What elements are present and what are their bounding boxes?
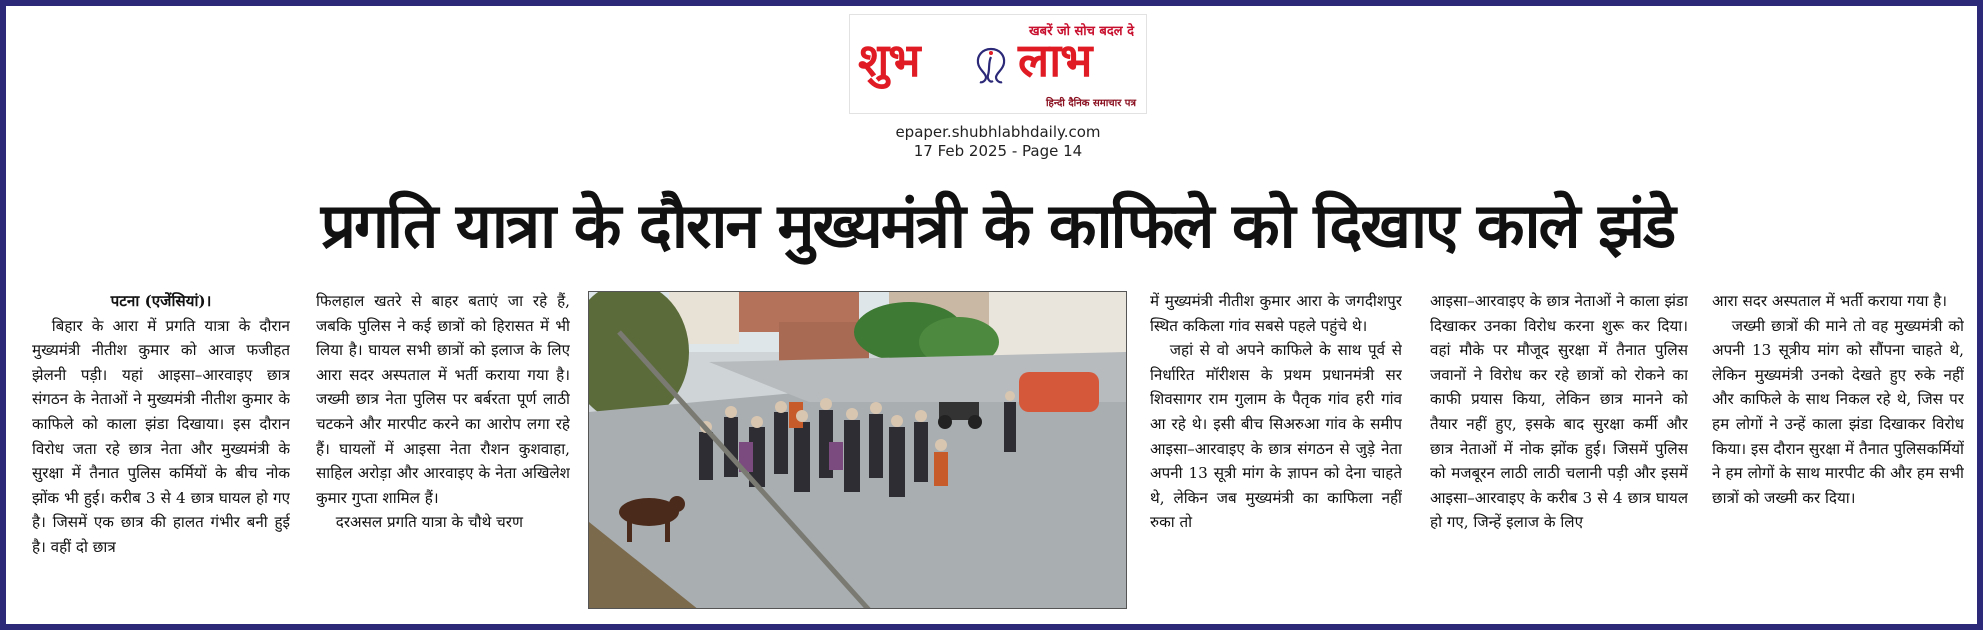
source-info	[849, 123, 1147, 161]
article-column-4	[1430, 289, 1688, 614]
newspaper-logo	[849, 14, 1147, 114]
article-paragraph: आइसा–आरवाइए के छात्र नेताओं ने काला झंडा दिखाकर उनका विरोध करना शुरू कर दिया। वहां मौके पर मौजूद सुरक्षा में तैनात पुलिस जवानों ने विरोध कर रहे छात्रों को रोकने का काफी प्रयास किया, लेकिन छात्र मानने को तैयार नहीं हुए, इसके बाद सुरक्षा कर्मी और छात्र नेताओं में नोक झोंक हुई। जिसमें पुलिस को मजबूरन लाठी लाठी चलानी पड़ी और इसमें आइसा–आरवाइए के करीब 3 से 4 छात्र घायल हो गए, जिन्हें इलाज के लिए	[1430, 292, 1688, 532]
article-column-5	[1712, 289, 1964, 614]
article-column-2	[316, 289, 570, 614]
article-paragraph: में मुख्यमंत्री नीतीश कुमार आरा के जगदीशपुर स्थित ककिला गांव सबसे पहले पहुंचे थे।	[1150, 292, 1402, 335]
article-paragraph: आरा सदर अस्पताल में भर्ती कराया गया है।	[1712, 292, 1948, 310]
article-paragraph: बिहार के आरा में प्रगति यात्रा के दौरान मुख्यमंत्री नीतीश कुमार को आज फजीहत झेलनी पड़ी। यहां आइसा–आरवाइए छात्र संगठन के नेताओं ने मुख्यमंत्री नीतीश कुमार के काफिले को काला झंडा दिखाया। इस दौरान विरोध जता रहे छात्र नेता और मुख्यमंत्री के सुरक्षा में तैनात पुलिस कर्मियों के बीच नोक झोंक भी हुई। करीब 3 से 4 छात्र घायल हो गए है। जिसमें एक छात्र की हालत गंभीर बनी हुई है। वहीं दो छात्र	[32, 316, 290, 556]
article-paragraph: जख्मी छात्रों की माने तो वह मुख्यमंत्री को अपनी 13 सूत्रीय मांग को सौंपना चाहते थे, लेकिन मुख्यमंत्री उनको देखते हुए रुके नहीं और काफिले के साथ निकल रहे थे, जिस पर हम लोगों ने उन्हें काला झंडा दिखाकर विरोध किया। इस दौरान सुरक्षा में तैनात पुलिसकर्मियों ने हम लोगों के साथ मारपीट की और हम सभी छात्रों को जख्मी कर दिया।	[1712, 316, 1964, 507]
logo-subtitle: हिन्दी दैनिक समाचार पत्र	[1045, 98, 1136, 109]
article-paragraph: दरअसल प्रगति यात्रा के चौथे चरण	[335, 513, 523, 532]
article-dateline: पटना (एजेंसियां)।	[110, 292, 212, 310]
article-column-3	[1150, 289, 1402, 614]
logo-tagline: खबरें जो सोच बदल दे	[1029, 24, 1134, 39]
article-paragraph: जहां से वो अपने काफिले के साथ पूर्व से निर्धारित मॉरीशस के प्रथम प्रधानमंत्री सर शिवसागर राम गुलाम के पैतृक गांव हरी गांव आ रहे थे। इसी बीच सिअरुआ गांव के समीप आइसा–आरवाइए के छात्र संगठन से जुड़े नेता अपनी 13 सूत्री मांग के ज्ञापन को देना चाहते थे, लेकिन जब मुख्यमंत्री का काफिला नहीं रुका तो	[1150, 341, 1402, 532]
article-paragraph: फिलहाल खतरे से बाहर बताएं जा रहे हैं, जबकि पुलिस ने कई छात्रों को हिरासत में भी लिया है। घायल सभी छात्रों को इलाज के लिए आरा सदर अस्पताल में भर्ती कराया गया है। जख्मी छात्र नेता पुलिस पर बर्बरता पूर्ण लाठी चटकने और मारपीट करने का आरोप लगा रहे हैं। घायलों में आइसा नेता रौशन कुशवाहा, साहिल अरोड़ा और आरवाइए के नेता अखिलेश कुमार गुप्ता शामिल हैं।	[316, 292, 570, 507]
ganesha-emblem-icon	[968, 43, 1014, 89]
edition-date-page: 17 Feb 2025 - Page 14	[913, 142, 1083, 160]
article-column-1	[32, 289, 290, 614]
logo-word-left: शुभ	[858, 33, 920, 87]
logo-word-right: लाभ	[1018, 33, 1092, 87]
source-url[interactable]: epaper.shubhlabhdaily.com	[895, 123, 1101, 141]
news-photo	[588, 291, 1127, 609]
article-headline: प्रगति यात्रा के दौरान मुख्यमंत्री के काफिले को दिखाए काले झंडे	[320, 189, 1675, 262]
